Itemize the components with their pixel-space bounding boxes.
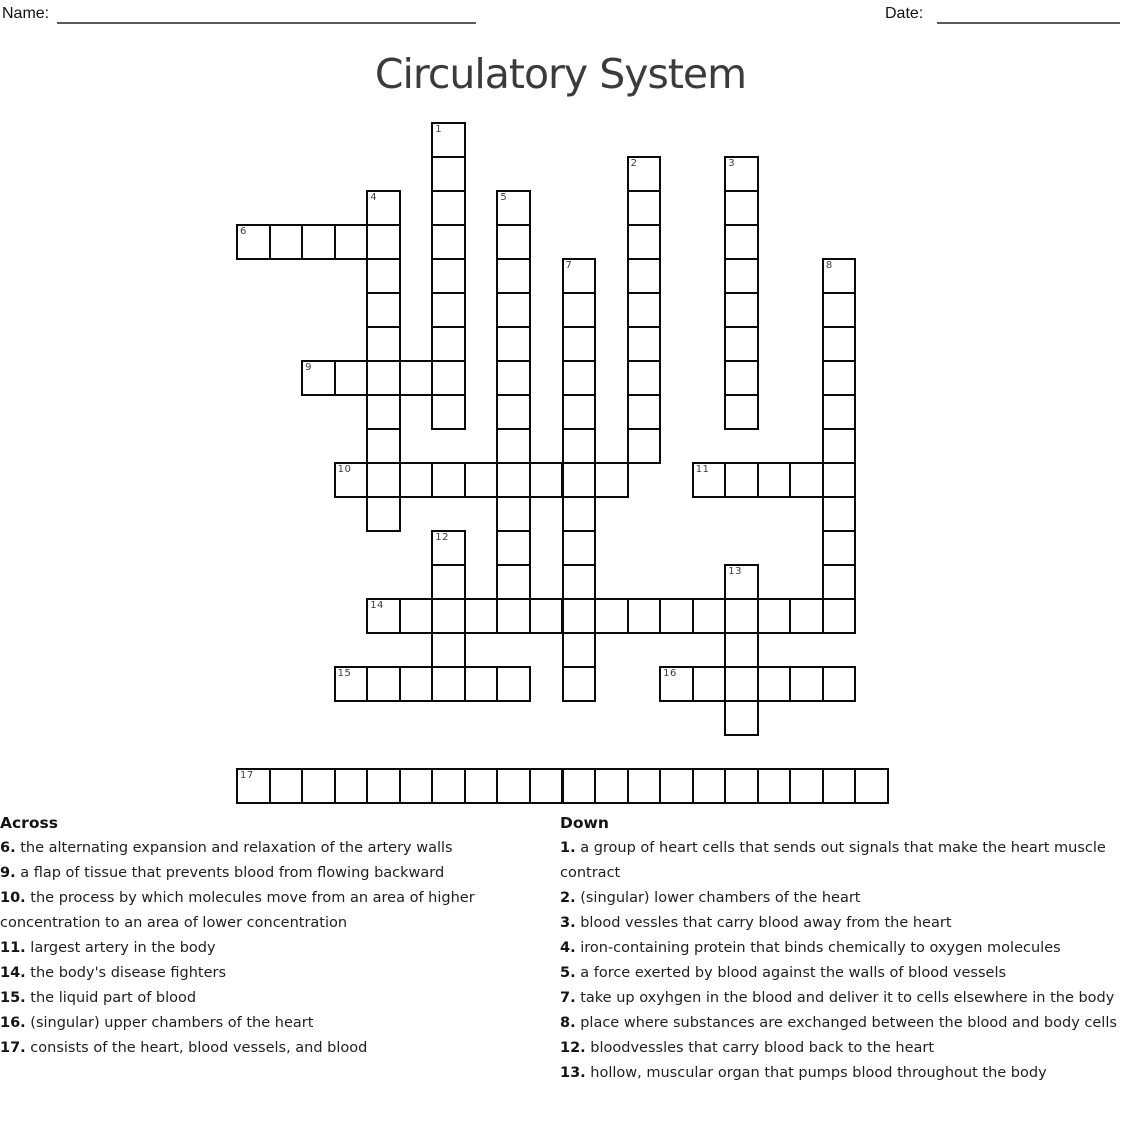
grid-cell[interactable] — [496, 428, 531, 464]
grid-cell[interactable] — [496, 190, 531, 226]
clue-text: the body's disease fighters — [30, 965, 227, 981]
name-label: Name: — [2, 5, 50, 22]
grid-cell[interactable] — [562, 632, 597, 668]
grid-cell[interactable] — [464, 768, 499, 804]
grid-cell[interactable] — [496, 224, 531, 260]
grid-cell[interactable] — [822, 360, 857, 396]
grid-cell[interactable] — [366, 224, 401, 260]
grid-cell[interactable] — [724, 598, 759, 634]
grid-cell[interactable] — [496, 326, 531, 362]
grid-cell[interactable] — [627, 258, 662, 294]
grid-cell[interactable] — [399, 462, 434, 498]
clue-number: 11. — [0, 940, 26, 956]
grid-cell[interactable] — [496, 564, 531, 600]
cell-number: 3 — [728, 158, 736, 169]
clue-number: 3. — [560, 915, 576, 931]
cell-number: 2 — [630, 158, 638, 169]
grid-cell[interactable] — [431, 564, 466, 600]
grid-cell[interactable] — [724, 632, 759, 668]
grid-cell[interactable] — [334, 224, 369, 260]
clue-across-16 — [0, 1011, 552, 1036]
grid-cell[interactable] — [562, 326, 597, 362]
clue-text: largest artery in the body — [30, 940, 216, 956]
date-label: Date: — [885, 5, 924, 22]
grid-cell[interactable] — [496, 496, 531, 532]
grid-cell[interactable] — [301, 360, 336, 396]
grid-cell[interactable] — [431, 292, 466, 328]
grid-cell[interactable] — [789, 666, 824, 702]
grid-cell[interactable] — [431, 768, 466, 804]
cell-number: 11 — [695, 464, 710, 475]
grid-cell[interactable] — [431, 530, 466, 566]
grid-cell[interactable] — [399, 768, 434, 804]
clue-number: 6. — [0, 840, 16, 856]
grid-cell[interactable] — [562, 496, 597, 532]
grid-cell[interactable] — [692, 462, 727, 498]
grid-cell[interactable] — [692, 598, 727, 634]
clue-across-11 — [0, 936, 552, 961]
grid-cell[interactable] — [301, 768, 336, 804]
clue-across-17 — [0, 1036, 552, 1061]
grid-cell[interactable] — [757, 462, 792, 498]
clue-text: consists of the heart, blood vessels, and blood — [30, 1040, 368, 1056]
clue-text: a group of heart cells that sends out signals that make the heart muscle contract — [560, 840, 1106, 881]
cell-number: 15 — [337, 668, 352, 679]
clue-text: a flap of tissue that prevents blood from flowing backward — [20, 865, 445, 881]
grid-cell[interactable] — [757, 598, 792, 634]
cell-number: 5 — [500, 192, 508, 203]
grid-cell[interactable] — [789, 768, 824, 804]
grid-cell[interactable] — [496, 462, 531, 498]
grid-cell[interactable] — [627, 156, 662, 192]
clue-number: 13. — [560, 1065, 586, 1081]
grid-cell[interactable] — [562, 768, 597, 804]
clue-number: 2. — [560, 890, 576, 906]
grid-cell[interactable] — [431, 632, 466, 668]
grid-cell[interactable] — [562, 462, 597, 498]
clue-down-5 — [560, 961, 1121, 986]
grid-cell[interactable] — [724, 564, 759, 600]
clue-down-3 — [560, 911, 1121, 936]
clue-text: a force exerted by blood against the walls of blood vessels — [580, 965, 1007, 981]
grid-cell[interactable] — [594, 598, 629, 634]
clue-number: 4. — [560, 940, 576, 956]
clue-text: take up oxyhgen in the blood and deliver it to cells elsewhere in the body — [580, 990, 1115, 1006]
grid-cell[interactable] — [366, 496, 401, 532]
grid-cell[interactable] — [724, 190, 759, 226]
grid-cell[interactable] — [366, 258, 401, 294]
clue-number: 14. — [0, 965, 26, 981]
grid-cell[interactable] — [562, 598, 597, 634]
grid-cell[interactable] — [496, 292, 531, 328]
grid-cell[interactable] — [724, 360, 759, 396]
grid-cell[interactable] — [822, 598, 857, 634]
grid-cell[interactable] — [724, 768, 759, 804]
grid-cell[interactable] — [724, 394, 759, 430]
grid-cell[interactable] — [627, 190, 662, 226]
grid-cell[interactable] — [627, 768, 662, 804]
clue-number: 5. — [560, 965, 576, 981]
cell-number: 12 — [435, 532, 450, 543]
clue-across-6 — [0, 836, 552, 861]
clue-down-8 — [560, 1011, 1121, 1036]
cell-number: 10 — [337, 464, 352, 475]
grid-cell[interactable] — [562, 428, 597, 464]
grid-cell[interactable] — [464, 462, 499, 498]
grid-cell[interactable] — [627, 224, 662, 260]
grid-cell[interactable] — [496, 666, 531, 702]
cell-number: 17 — [240, 770, 254, 781]
grid-cell[interactable] — [366, 326, 401, 362]
cell-number: 1 — [435, 124, 443, 135]
grid-cell[interactable] — [594, 462, 629, 498]
grid-cell[interactable] — [594, 768, 629, 804]
grid-cell[interactable] — [431, 258, 466, 294]
grid-cell[interactable] — [724, 666, 759, 702]
grid-cell[interactable] — [692, 666, 727, 702]
grid-cell[interactable] — [627, 292, 662, 328]
grid-cell[interactable] — [269, 768, 304, 804]
grid-cell[interactable] — [822, 496, 857, 532]
grid-cell[interactable] — [562, 360, 597, 396]
clue-text: blood vessles that carry blood away from the heart — [580, 915, 952, 931]
grid-cell[interactable] — [431, 394, 466, 430]
grid-cell[interactable] — [724, 326, 759, 362]
grid-cell[interactable] — [724, 462, 759, 498]
clue-down-4 — [560, 936, 1121, 961]
clue-down-13 — [560, 1061, 1121, 1086]
grid-cell[interactable] — [464, 598, 499, 634]
grid-cell[interactable] — [627, 598, 662, 634]
grid-cell[interactable] — [724, 700, 759, 736]
grid-cell[interactable] — [822, 292, 857, 328]
grid-cell[interactable] — [236, 768, 271, 804]
grid-cell[interactable] — [431, 156, 466, 192]
cell-number: 4 — [370, 192, 378, 203]
grid-cell[interactable] — [431, 224, 466, 260]
grid-cell[interactable] — [431, 360, 466, 396]
grid-cell[interactable] — [562, 530, 597, 566]
grid-cell[interactable] — [724, 292, 759, 328]
clue-text: the process by which molecules move from an area of higher concentration to an area of lower concentration — [0, 890, 475, 931]
grid-cell[interactable] — [366, 768, 401, 804]
clue-number: 1. — [560, 840, 576, 856]
clue-across-10 — [0, 886, 552, 936]
clue-text: bloodvessles that carry blood back to the heart — [590, 1040, 935, 1056]
grid-cell[interactable] — [496, 768, 531, 804]
clue-text: (singular) upper chambers of the heart — [30, 1015, 314, 1031]
across-clues-section — [0, 811, 552, 1061]
grid-cell[interactable] — [822, 394, 857, 430]
grid-cell[interactable] — [757, 768, 792, 804]
clue-number: 8. — [560, 1015, 576, 1031]
grid-cell[interactable] — [236, 224, 271, 260]
grid-cell[interactable] — [496, 530, 531, 566]
grid-cell[interactable] — [529, 598, 564, 634]
clue-number: 12. — [560, 1040, 586, 1056]
clue-text: the liquid part of blood — [30, 990, 197, 1006]
grid-cell[interactable] — [366, 462, 401, 498]
grid-cell[interactable] — [269, 224, 304, 260]
grid-cell[interactable] — [366, 428, 401, 464]
grid-cell[interactable] — [822, 462, 857, 498]
grid-cell[interactable] — [822, 530, 857, 566]
grid-cell[interactable] — [496, 598, 531, 634]
grid-cell[interactable] — [366, 394, 401, 430]
grid-cell[interactable] — [562, 666, 597, 702]
grid-cell[interactable] — [627, 360, 662, 396]
grid-cell[interactable] — [529, 462, 564, 498]
clue-down-7 — [560, 986, 1121, 1011]
grid-cell[interactable] — [366, 190, 401, 226]
clue-text: place where substances are exchanged between the blood and body cells — [580, 1015, 1117, 1031]
grid-cell[interactable] — [431, 326, 466, 362]
grid-cell[interactable] — [301, 224, 336, 260]
clue-down-12 — [560, 1036, 1121, 1061]
grid-cell[interactable] — [366, 292, 401, 328]
grid-cell[interactable] — [496, 360, 531, 396]
grid-cell[interactable] — [562, 258, 597, 294]
grid-cell[interactable] — [724, 224, 759, 260]
grid-cell[interactable] — [399, 360, 434, 396]
grid-cell[interactable] — [692, 768, 727, 804]
grid-cell[interactable] — [562, 394, 597, 430]
across-heading: Across — [0, 814, 58, 832]
clue-across-14 — [0, 961, 552, 986]
clue-number: 15. — [0, 990, 26, 1006]
grid-cell[interactable] — [366, 598, 401, 634]
grid-cell[interactable] — [496, 394, 531, 430]
clue-text: (singular) lower chambers of the heart — [580, 890, 861, 906]
clue-text: hollow, muscular organ that pumps blood throughout the body — [590, 1065, 1047, 1081]
grid-cell[interactable] — [464, 666, 499, 702]
grid-cell[interactable] — [496, 258, 531, 294]
grid-cell[interactable] — [789, 598, 824, 634]
grid-cell[interactable] — [562, 564, 597, 600]
grid-cell[interactable] — [822, 666, 857, 702]
clue-number: 7. — [560, 990, 576, 1006]
grid-cell[interactable] — [366, 360, 401, 396]
grid-cell[interactable] — [431, 122, 466, 158]
grid-cell[interactable] — [627, 428, 662, 464]
grid-cell[interactable] — [659, 598, 694, 634]
down-heading: Down — [560, 814, 609, 832]
cell-number: 13 — [728, 566, 742, 577]
grid-cell[interactable] — [822, 258, 857, 294]
grid-cell[interactable] — [822, 326, 857, 362]
grid-cell[interactable] — [854, 768, 889, 804]
clue-down-1 — [560, 836, 1121, 886]
grid-cell[interactable] — [659, 666, 694, 702]
cell-number: 14 — [370, 600, 384, 611]
grid-cell[interactable] — [789, 462, 824, 498]
clue-number: 10. — [0, 890, 26, 906]
grid-cell[interactable] — [399, 598, 434, 634]
grid-cell[interactable] — [822, 564, 857, 600]
grid-cell[interactable] — [627, 326, 662, 362]
cell-number: 6 — [240, 226, 247, 237]
page-title: Circulatory System — [374, 50, 747, 98]
clue-text: iron-containing protein that binds chemically to oxygen molecules — [580, 940, 1061, 956]
down-clue-list — [560, 836, 1121, 1086]
grid-cell[interactable] — [724, 258, 759, 294]
grid-cell[interactable] — [627, 394, 662, 430]
grid-cell[interactable] — [431, 666, 466, 702]
across-clue-list — [0, 836, 552, 1061]
cell-number: 8 — [825, 260, 833, 271]
grid-cell[interactable] — [334, 768, 369, 804]
grid-cell[interactable] — [659, 768, 694, 804]
grid-cell[interactable] — [431, 462, 466, 498]
grid-cell[interactable] — [334, 360, 369, 396]
clue-number: 16. — [0, 1015, 26, 1031]
clue-down-2 — [560, 886, 1121, 911]
grid-cell[interactable] — [757, 666, 792, 702]
grid-cell[interactable] — [562, 292, 597, 328]
grid-cell[interactable] — [399, 666, 434, 702]
clue-text: the alternating expansion and relaxation of the artery walls — [20, 840, 453, 856]
clue-number: 17. — [0, 1040, 26, 1056]
grid-cell[interactable] — [334, 462, 369, 498]
clue-across-15 — [0, 986, 552, 1011]
grid-cell[interactable] — [724, 156, 759, 192]
grid-cell[interactable] — [529, 768, 564, 804]
grid-cell[interactable] — [366, 666, 401, 702]
cell-number: 9 — [305, 362, 312, 373]
clue-across-9 — [0, 861, 552, 886]
down-clues-section — [560, 811, 1121, 1086]
grid-cell[interactable] — [822, 428, 857, 464]
cell-number: 7 — [565, 260, 573, 271]
grid-cell[interactable] — [822, 768, 857, 804]
cell-number: 16 — [663, 668, 677, 679]
clue-number: 9. — [0, 865, 16, 881]
grid-cell[interactable] — [431, 190, 466, 226]
grid-cell[interactable] — [334, 666, 369, 702]
grid-cell[interactable] — [431, 598, 466, 634]
